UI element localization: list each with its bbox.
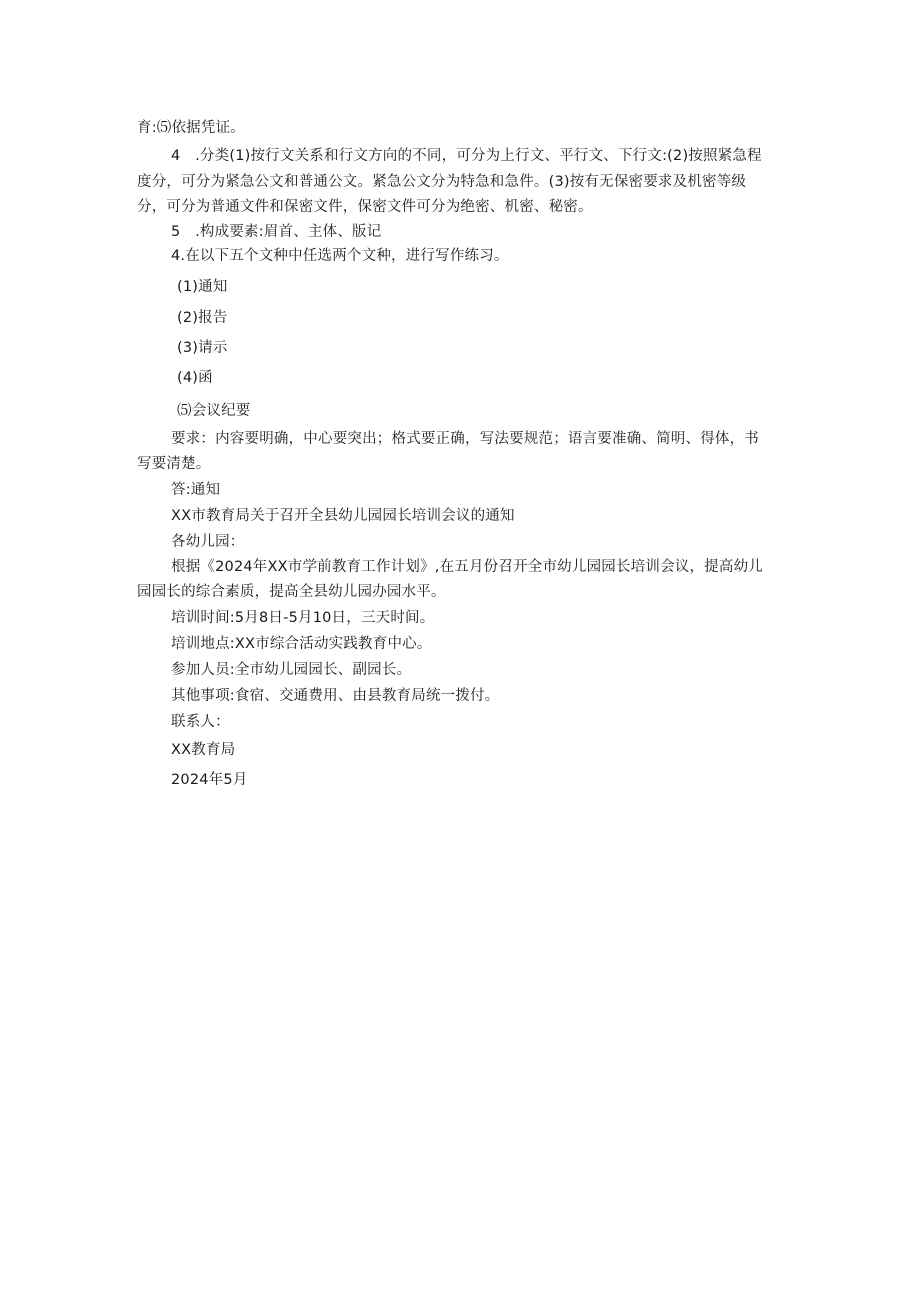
training-time: 培训时间:5月8日-5月10日，三天时间。: [171, 610, 435, 626]
participants: 参加人员:全市幼儿园园长、副园长。: [171, 662, 412, 678]
salutation: 各幼儿园：: [171, 534, 245, 550]
option-3: (3)请示: [177, 340, 228, 356]
option-2: (2)报告: [177, 310, 228, 326]
signature: XX教育局: [171, 742, 236, 758]
text-line-4: 分，可分为普通文件和保密文件，保密文件可分为绝密、机密、秘密。: [137, 199, 593, 215]
option-4: (4)函: [177, 370, 213, 386]
requirement-line-2: 写要清楚。: [137, 456, 211, 472]
text-line-2: 4 .分类(1)按行文关系和行文方向的不同，可分为上行文、平行文、下行文:(2)按照紧急程: [171, 148, 762, 164]
text-line-3: 度分，可分为紧急公文和普通公文。紧急公文分为特急和急件。(3)按有无保密要求及机密等级: [137, 174, 747, 190]
notice-title: XX市教育局关于召开全县幼儿园园长培训会议的通知: [171, 508, 515, 524]
option-5: ⑸会议纪要: [177, 403, 251, 419]
contact-person: 联系人：: [171, 714, 230, 730]
requirement-line-1: 要求：内容要明确，中心要突出；格式要正确，写法要规范；语言要准确、简明、得体，书: [171, 431, 759, 447]
text-line-1: 育:⑸依据凭证。: [137, 120, 245, 136]
text-line-5: 5 .构成要素:眉首、主体、版记: [171, 224, 382, 240]
option-1: (1)通知: [177, 279, 228, 295]
date: 2024年5月: [171, 772, 248, 788]
body-line-1: 根据《2024年XX市学前教育工作计划》,在五月份召开全市幼儿园园长培训会议，提高幼儿: [171, 559, 763, 575]
answer-label: 答:通知: [171, 482, 221, 498]
text-line-6: 4.在以下五个文种中任选两个文种，进行写作练习。: [171, 248, 509, 264]
other-matters: 其他事项:食宿、交通费用、由县教育局统一拨付。: [171, 688, 500, 704]
body-line-2: 园园长的综合素质，提高全县幼儿园办园水平。: [137, 584, 446, 600]
training-location: 培训地点:XX市综合活动实践教育中心。: [171, 636, 432, 652]
